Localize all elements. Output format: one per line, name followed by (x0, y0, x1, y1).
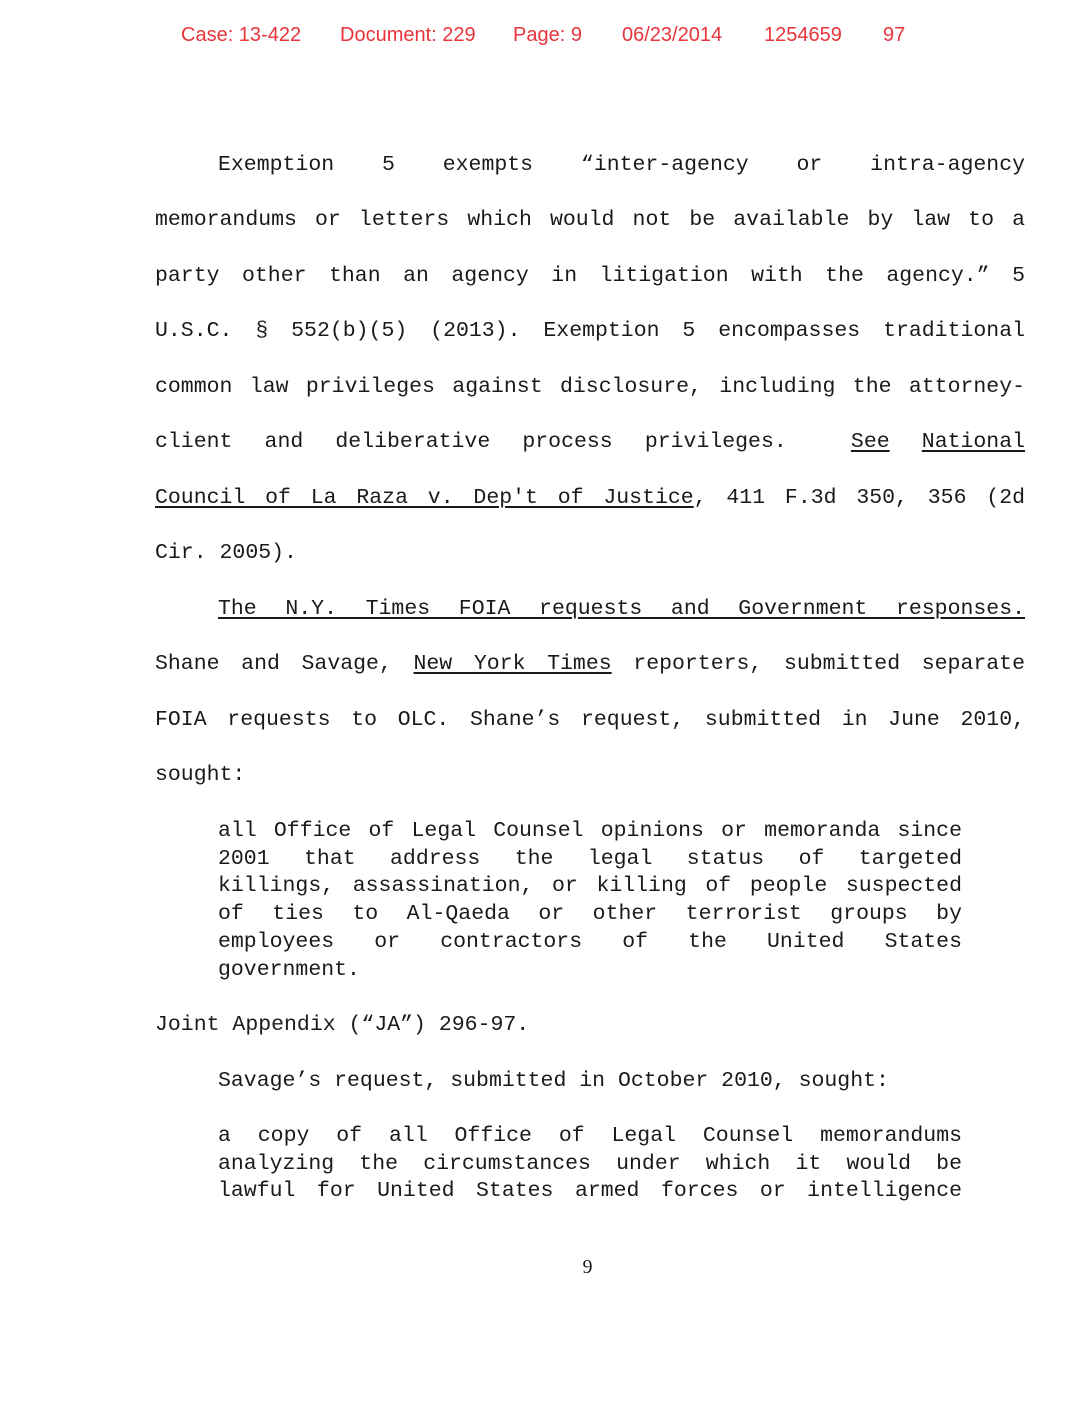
paragraph-line: party other than an agency in litigation with the agency.” 5 (155, 264, 1025, 288)
case-citation: Council of La Raza v. Dep't of Justice (155, 486, 694, 510)
paragraph-line: Cir. 2005). (155, 541, 297, 565)
paragraph-line (155, 427, 1025, 457)
paragraph-line: common law privileges against disclosure, including the attorney- (155, 375, 1025, 399)
paragraph-line: FOIA requests to OLC. Shane’s request, submitted in June 2010, (155, 708, 1025, 732)
paragraph-line: Savage’s request, submitted in October 2010, sought: (218, 1069, 889, 1093)
block-quote-line: government. (218, 958, 360, 982)
block-quote-line: analyzing the circumstances under which it would be (218, 1152, 962, 1176)
text-run: reporters, submitted separate (611, 652, 1025, 676)
paragraph-line (155, 483, 1025, 513)
publication-name: New York Times (413, 652, 612, 676)
block-quote-line: killings, assassination, or killing of people suspected (218, 874, 962, 898)
filing-date: 06/23/2014 (622, 24, 723, 46)
citation-line: Joint Appendix (“JA”) 296-97. (155, 1013, 530, 1037)
section-heading (218, 594, 1025, 624)
paragraph-line: Exemption 5 exempts “inter-agency or intra-agency (218, 153, 1025, 177)
block-quote-line: employees or contractors of the United States (218, 930, 962, 954)
text-run: client and deliberative process privileges. (155, 430, 787, 454)
block-quote-line: 2001 that address the legal status of targeted (218, 847, 962, 871)
paragraph-line: U.S.C. § 552(b)(5) (2013). Exemption 5 encompasses traditional (155, 319, 1025, 343)
heading-text: The N.Y. Times FOIA requests and Government responses. (218, 597, 1025, 621)
block-quote-line: lawful for United States armed forces or intelligence (218, 1179, 962, 1203)
block-quote-line: all Office of Legal Counsel opinions or memoranda since (218, 819, 962, 843)
paragraph-line: memorandums or letters which would not be available by law to a (155, 208, 1025, 232)
paragraph-line: sought: (155, 763, 246, 787)
page-number: 9 (582, 1256, 593, 1278)
case-number: Case: 13-422 (181, 24, 302, 46)
text-run: Shane and Savage, (155, 652, 414, 676)
docket-id: 1254659 (764, 24, 842, 46)
text-run: , 411 F.3d 350, 356 (2d (693, 486, 1026, 510)
case-citation: National (921, 430, 1026, 454)
block-quote-line: of ties to Al-Qaeda or other terrorist groups by (218, 902, 962, 926)
filing-header (0, 24, 1088, 52)
document-number: Document: 229 (340, 24, 476, 46)
total-pages: 97 (883, 24, 906, 46)
page-label: Page: 9 (513, 24, 582, 46)
block-quote-line: a copy of all Office of Legal Counsel memorandums (218, 1124, 962, 1148)
paragraph-line (155, 649, 1025, 679)
signal-see: See (850, 430, 890, 454)
